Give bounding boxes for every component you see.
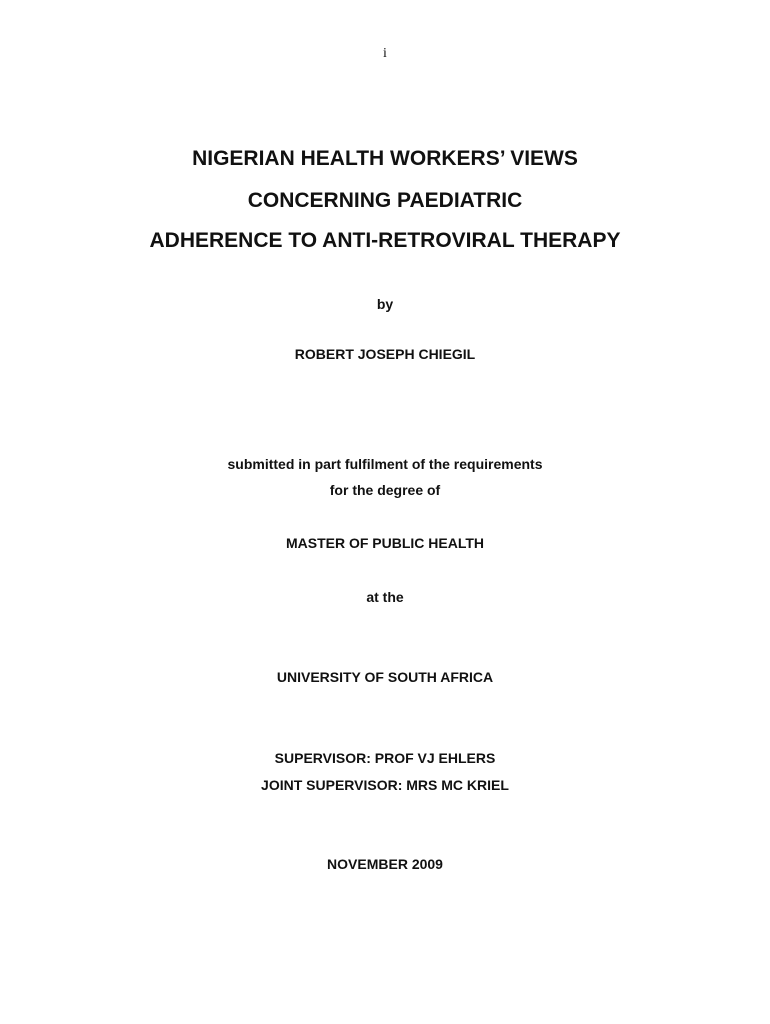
joint-supervisor: JOINT SUPERVISOR: MRS MC KRIEL [261,777,509,793]
page-number: i [383,46,387,61]
title-line-3: ADHERENCE TO ANTI-RETROVIRAL THERAPY [149,229,621,252]
submission-line-1: submitted in part fulfilment of the requirements [227,456,543,472]
submission-date: NOVEMBER 2009 [327,856,443,872]
author-name: ROBERT JOSEPH CHIEGIL [294,346,476,362]
title-line-2: CONCERNING PAEDIATRIC [247,189,523,212]
degree-name: MASTER OF PUBLIC HEALTH [285,535,485,551]
by-label: by [376,296,394,312]
supervisor: SUPERVISOR: PROF VJ EHLERS [274,750,496,766]
at-the-label: at the [366,589,404,605]
title-line-1: NIGERIAN HEALTH WORKERS’ VIEWS [192,147,578,170]
university-name: UNIVERSITY OF SOUTH AFRICA [276,669,494,685]
submission-line-2: for the degree of [329,482,441,498]
